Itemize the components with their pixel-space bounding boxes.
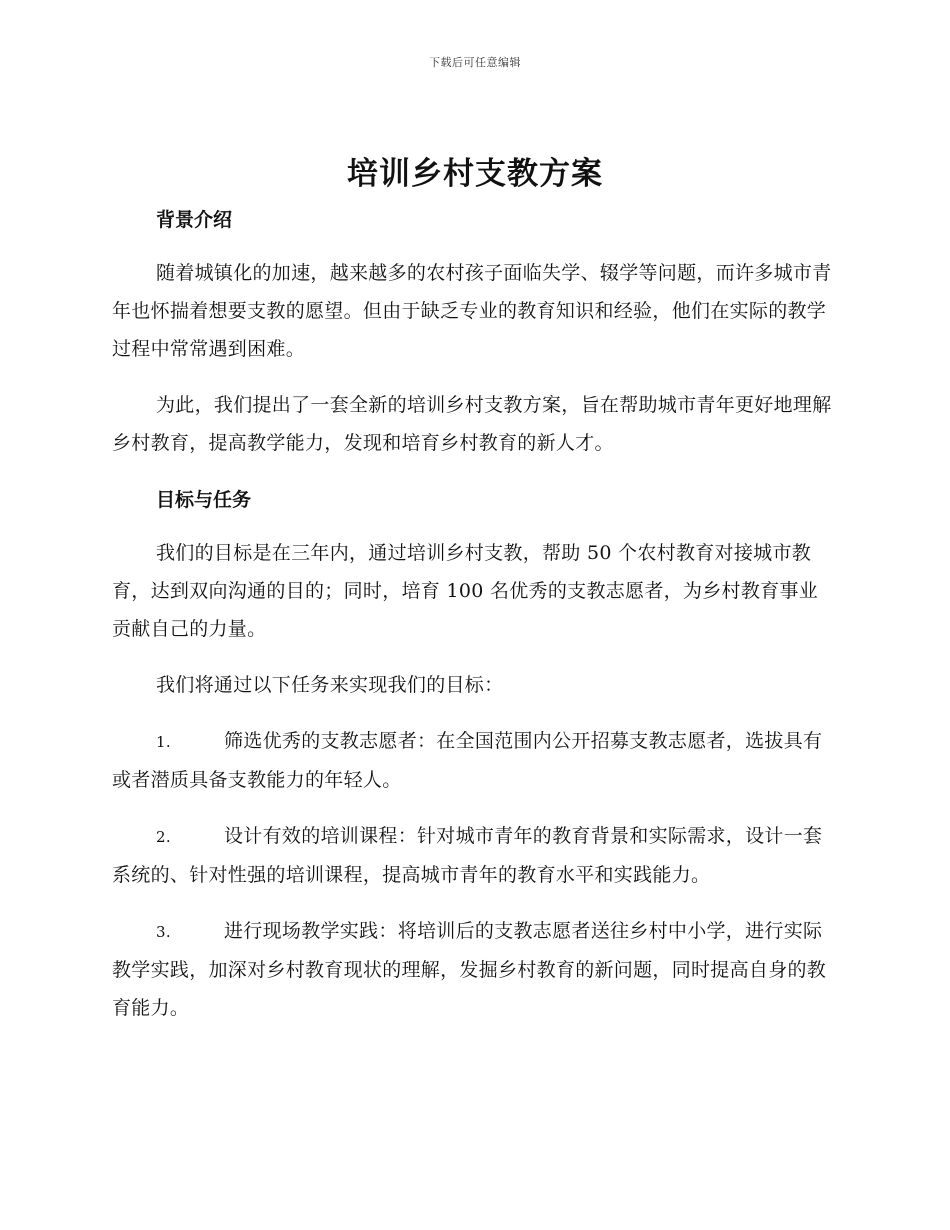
document-title: 培训乡村支教方案 — [347, 156, 603, 192]
paragraph-background-1: 随着城镇化的加速，越来越多的农村孩子面临失学、辍学等问题，而许多城市青年也怀揣着想要支教的愿望。但由于缺乏专业的教育知识和经验，他们在实际的教学过程中常常遇到困难。 — [112, 262, 832, 360]
list-item — [112, 912, 836, 1027]
list-item-number: 1. — [156, 733, 171, 751]
list-item-text: 筛选优秀的支教志愿者：在全国范围内公开招募支教志愿者，选拔具有或者潜质具备支教能力的年轻人。 — [112, 730, 823, 791]
list-item — [112, 817, 836, 894]
list-item-number: 2. — [156, 828, 171, 846]
header-note: 下载后可任意编辑 — [429, 56, 521, 69]
section-heading-goals: 目标与任务 — [156, 489, 252, 511]
list-item-text: 进行现场教学实践：将培训后的支教志愿者送往乡村中小学，进行实际教学实践，加深对乡村教育现状的理解，发掘乡村教育的新问题，同时提高自身的教育能力。 — [112, 920, 827, 1019]
list-item-number: 3. — [156, 923, 171, 941]
paragraph-background-2: 为此，我们提出了一套全新的培训乡村支教方案，旨在帮助城市青年更好地理解乡村教育，提高教学能力，发现和培育乡村教育的新人才。 — [112, 394, 832, 454]
paragraph-goals-1: 我们的目标是在三年内，通过培训乡村支教，帮助 50 个农村教育对接城市教育，达到双向沟通的目的；同时，培育 100 名优秀的支教志愿者，为乡村教育事业贡献自己的力量。 — [112, 542, 819, 640]
list-item-text: 设计有效的培训课程：针对城市青年的教育背景和实际需求，设计一套系统的、针对性强的培训课程，提高城市青年的教育水平和实践能力。 — [112, 825, 823, 886]
section-heading-background: 背景介绍 — [156, 209, 233, 231]
list-item — [112, 722, 836, 799]
paragraph-goals-2: 我们将通过以下任务来实现我们的目标： — [156, 674, 504, 696]
document-body — [112, 200, 836, 1027]
